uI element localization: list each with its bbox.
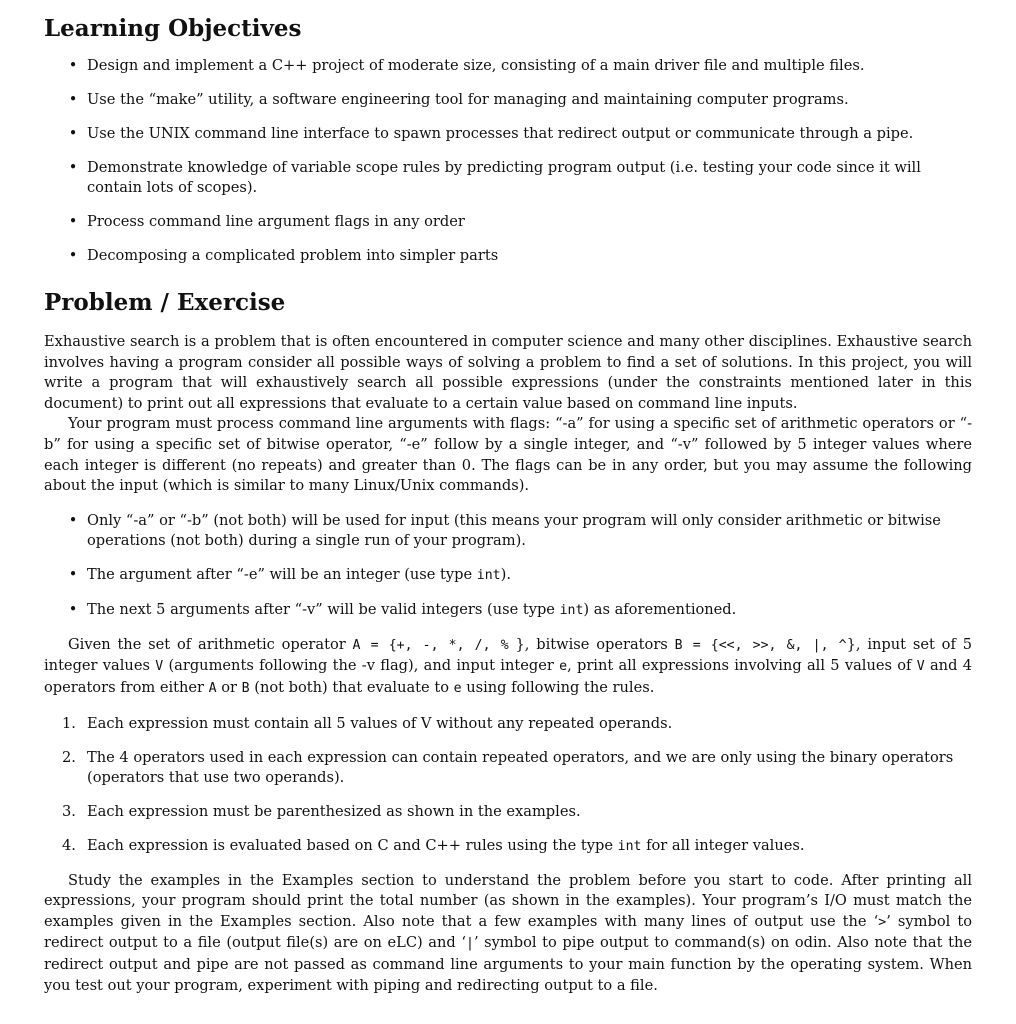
code-inline: B = {<<, >>, &, |, ^ — [674, 637, 847, 653]
bullet-icon: • — [68, 91, 78, 108]
rules-list — [44, 714, 972, 857]
rule-item: 3. Each expression must be parenthesized as shown in the examples. — [62, 802, 581, 820]
code-inline: int — [476, 567, 501, 583]
learning-objectives-heading: Learning Objectives — [44, 15, 302, 42]
bullet-icon: • — [68, 57, 78, 74]
code-inline: V — [155, 659, 164, 675]
objective-item: • Demonstrate knowledge of variable scope rules by predicting program output (i.e. testing your code since it will contain lots of scopes). — [44, 158, 972, 198]
objective-item: • Process command line argument flags in any order — [44, 212, 972, 232]
assumption-item: • The next 5 arguments after “-v” will be valid integers (use type int) as aforementioned. — [44, 600, 972, 621]
rule-number: 2. — [62, 748, 76, 766]
learning-objectives-list — [44, 56, 972, 266]
input-assumptions-list — [44, 511, 972, 621]
objective-item: • Use the UNIX command line interface to spawn processes that redirect output or communicate through a pipe. — [44, 124, 972, 144]
rule-number: 4. — [62, 836, 76, 854]
given-paragraph: Given the set of arithmetic operator A = {+, -, *, /, % }, bitwise operators B = {<<, >>, &, |, ^}, input set of 5 integer values V (arguments following the -v flag), and input integer e, print all expressions involving all 5 values of V and 4 operators from either A or B (not both) that evaluate to e using following the rules. — [44, 635, 972, 696]
rule-number: 1. — [62, 714, 76, 732]
bullet-icon: • — [68, 247, 78, 264]
code-inline: int — [559, 602, 584, 618]
bullet-icon: • — [68, 159, 78, 176]
bullet-icon: • — [68, 125, 78, 142]
code-inline: V — [916, 659, 925, 675]
study-paragraph: Study the examples in the Examples section to understand the problem before you start to code. After printing all expressions, your program should print the total number (as shown in the examples). Your program’s I/O must match the examples given in the Examples section. Also note that a few examples with many lines of output use the ‘>’ symbol to redirect output to a file (output file(s) are on eLC) and ‘|’ symbol to pipe output to command(s) on odin. Also note that the redirect output and pipe are not passed as command line arguments to your main function by the operating system. When you test out your program, experiment with piping and redirecting output to a file. — [44, 871, 972, 994]
objective-item: • Design and implement a C++ project of moderate size, consisting of a main driver file and multiple files. — [44, 56, 972, 76]
rule-number: 3. — [62, 802, 76, 820]
code-inline: e — [453, 680, 462, 696]
objective-item: • Decomposing a complicated problem into simpler parts — [44, 246, 972, 266]
intro-paragraph: Exhaustive search is a problem that is often encountered in computer science and many other disciplines. Exhaustive search involves having a program consider all possible ways of solving a problem to find a set of solutions. In this project, you will write a program that will exhaustively search all possible expressions (under the constraints mentioned later in this document) to print out all expressions that evaluate to a certain value based on command line inputs. — [44, 333, 972, 412]
assumption-item: • Only “-a” or “-b” (not both) will be used for input (this means your program will only consider arithmetic or bitwise operations (not both) during a single run of your program). — [44, 511, 972, 551]
code-inline: > — [878, 914, 887, 930]
flags-paragraph: Your program must process command line arguments with flags: “-a” for using a specific set of arithmetic operators or “-b” for using a specific set of bitwise operator, “-e” follow by a single integer, and “-v” followed by 5 integer values where each integer is different (no repeats) and greater than 0. The flags can be in any order, but you may assume the following about the input (which is similar to many Linux/Unix commands). — [44, 415, 972, 495]
assumption-item: • The argument after “-e” will be an integer (use type int). — [44, 565, 972, 586]
code-inline: A = {+, -, *, /, % — [352, 637, 509, 653]
bullet-icon: • — [68, 511, 78, 529]
rule-item: 2. The 4 operators used in each expression can contain repeated operators, and we are only using the binary operators (operators that use two operands). — [62, 748, 954, 786]
code-inline: B — [241, 680, 250, 696]
bullet-icon: • — [68, 600, 78, 618]
bullet-icon: • — [68, 213, 78, 230]
rule-item: 1. Each expression must contain all 5 values of V without any repeated operands. — [62, 714, 673, 732]
rule-item: 4. Each expression is evaluated based on C and C++ rules using the type int for all integer values. — [62, 836, 805, 854]
code-inline: A — [208, 680, 217, 696]
objective-item: • Use the “make” utility, a software engineering tool for managing and maintaining computer programs. — [44, 90, 972, 110]
code-inline: | — [465, 936, 474, 952]
code-inline: e — [559, 659, 568, 675]
code-inline: int — [617, 838, 642, 854]
bullet-icon: • — [68, 565, 78, 583]
problem-heading: Problem / Exercise — [44, 289, 286, 316]
